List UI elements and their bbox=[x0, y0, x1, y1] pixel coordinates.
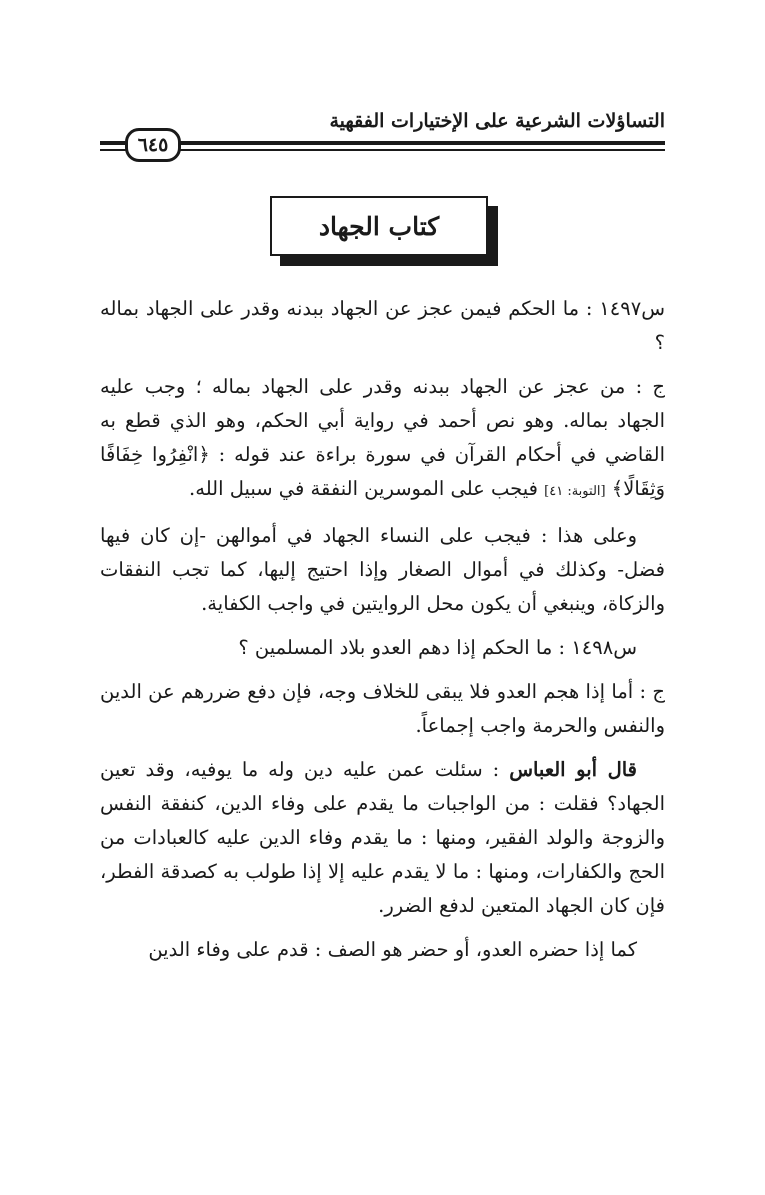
page-header bbox=[0, 0, 765, 170]
header-rule-thick bbox=[100, 141, 665, 145]
abbas-paragraph bbox=[100, 753, 665, 923]
header-rule-thin bbox=[100, 149, 665, 151]
question-1498: س١٤٩٨ : ما الحكم إذا دهم العدو بلاد المسلمين ؟ bbox=[238, 636, 637, 659]
abbas-text: : سئلت عمن عليه دين وله ما يوفيه، وقد تعين الجهاد؟ فقلت : من الواجبات ما يقدم على وفاء الدين، كنفقة النفس والزوجة والولد الفقير، ومنها : ما يقدم وفاء الدين عليه كالعبادات من الحج والكفارات، ومنها : ما لا يقدم عليه إلا إذا طولب به كصدقة الفطر، فإن كان الجهاد المتعين لدفع الضرر. bbox=[100, 758, 665, 917]
women-paragraph: وعلى هذا : فيجب على النساء الجهاد في أموالهن -إن كان فيها فضل- وكذلك في أموال الصغار وإذا احتيج إليها، كما تجب النفقات والزكاة، وينبغي أن يكون محل الروايتين في واجب الكفاية. bbox=[100, 524, 665, 615]
answer-1497 bbox=[100, 370, 665, 509]
answer-1497-text: ج : من عجز عن الجهاد ببدنه وقدر على الجهاد بماله ؛ وجب عليه الجهاد بماله. وهو نص أحمد في رواية أبي الحكم، وهو الذي قطع به القاضي في أحكام القرآن في سورة براءة عند قوله : ﴿انْفِرُوا خِفَافًا وَثِقَالًا﴾ bbox=[100, 375, 665, 500]
answer-1497-tail: فيجب على الموسرين النفقة في سبيل الله. bbox=[189, 477, 538, 500]
question-1497: س١٤٩٧ : ما الحكم فيمن عجز عن الجهاد ببدنه وقدر على الجهاد بماله ؟ bbox=[100, 297, 665, 354]
abbas-name: قال أبو العباس bbox=[509, 758, 638, 781]
chapter-title: كتاب الجهاد bbox=[270, 196, 488, 256]
page-body bbox=[100, 292, 665, 967]
answer-1498: ج : أما إذا هجم العدو فلا يبقى للخلاف وجه، فإن دفع ضررهم عن الدين والنفس والحرمة واجب إجماعاً. bbox=[100, 680, 665, 737]
quran-reference: [التوبة: ٤١] bbox=[544, 484, 606, 499]
page-number: ٦٤٥ bbox=[125, 128, 181, 162]
last-paragraph: كما إذا حضره العدو، أو حضر هو الصف : قدم على وفاء الدين bbox=[148, 938, 637, 961]
running-title: التساؤلات الشرعية على الإختيارات الفقهية bbox=[329, 110, 665, 132]
